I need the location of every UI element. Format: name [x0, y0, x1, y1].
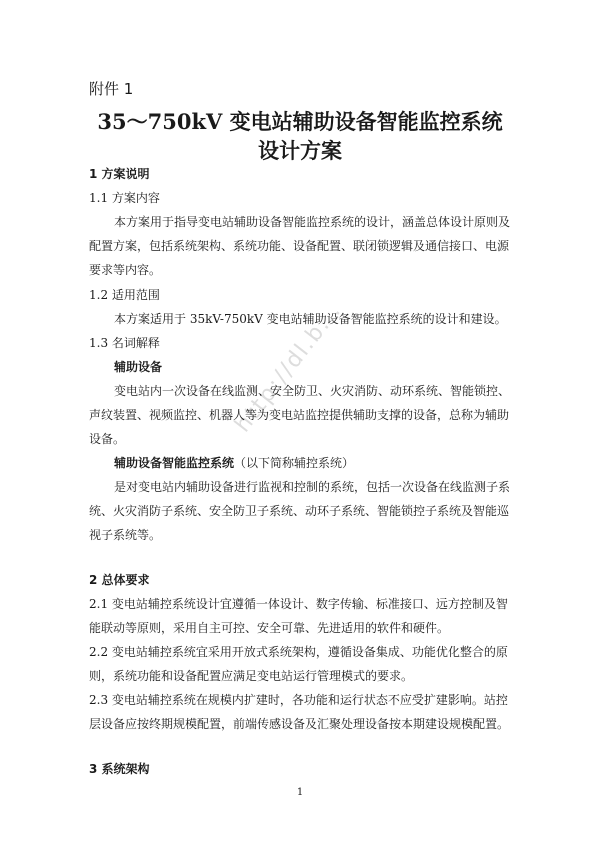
- section-1-2-heading: 1.2 适用范围: [89, 288, 160, 302]
- document-title-line2: 设计方案: [258, 138, 342, 163]
- watermark: http://dl.b...: [230, 297, 348, 438]
- paragraph-line: 2.3 变电站辅控系统在规模内扩建时，各功能和运行状态不应受扩建影响。站控: [89, 693, 508, 707]
- section-1-heading: 1 方案说明: [89, 167, 150, 181]
- document-title-line1: 35～750kV 变电站辅助设备智能监控系统: [97, 109, 503, 134]
- paragraph-line: 变电站内一次设备在线监测、安全防卫、火灾消防、动环系统、智能锁控、: [114, 384, 511, 398]
- section-1-3-heading: 1.3 名词解释: [89, 336, 160, 350]
- page-number: 1: [296, 787, 304, 798]
- term-abbreviation-note: （以下简称辅控系统）: [234, 456, 355, 470]
- term-monitoring-system-line: [114, 454, 514, 471]
- paragraph-line: 本方案适用于 35kV-750kV 变电站辅助设备智能监控系统的设计和建设。: [114, 312, 507, 326]
- paragraph-line: 配置方案，包括系统架构、系统功能、设备配置、联闭锁逻辑及通信接口、电源: [89, 239, 510, 253]
- paragraph-line: 层设备应按终期规模配置，前端传感设备及汇聚处理设备按本期建设规模配置。: [89, 717, 510, 731]
- paragraph-line: 2.1 变电站辅控系统设计宜遵循一体设计、数字传输、标准接口、远方控制及智: [89, 597, 508, 611]
- paragraph-line: 则，系统功能和设备配置应满足变电站运行管理模式的要求。: [89, 669, 414, 683]
- section-2-heading: 2 总体要求: [89, 573, 150, 587]
- attachment-label: 附件 1: [89, 80, 134, 98]
- paragraph-line: 2.2 变电站辅控系统宜采用开放式系统架构，遵循设备集成、功能优化整合的原: [89, 645, 508, 659]
- paragraph-line: 视子系统等。: [89, 528, 162, 542]
- paragraph-line: 统、火灾消防子系统、安全防卫子系统、动环子系统、智能锁控子系统及智能巡: [89, 504, 510, 518]
- term-monitoring-system: 辅助设备智能监控系统: [114, 456, 235, 470]
- paragraph-line: 要求等内容。: [89, 263, 162, 277]
- paragraph-line: 声纹装置、视频监控、机器人等为变电站监控提供辅助支撑的设备，总称为辅助: [89, 408, 510, 422]
- paragraph-line: 是对变电站内辅助设备进行监视和控制的系统，包括一次设备在线监测子系: [114, 480, 511, 494]
- section-1-1-heading: 1.1 方案内容: [89, 191, 160, 205]
- paragraph-line: 能联动等原则，采用自主可控、安全可靠、先进适用的软件和硬件。: [89, 621, 450, 635]
- term-auxiliary-equipment: 辅助设备: [114, 360, 163, 374]
- paragraph-line: 设备。: [89, 432, 126, 446]
- section-3-heading: 3 系统架构: [89, 762, 150, 776]
- paragraph-line: 本方案用于指导变电站辅助设备智能监控系统的设计，涵盖总体设计原则及: [114, 215, 511, 229]
